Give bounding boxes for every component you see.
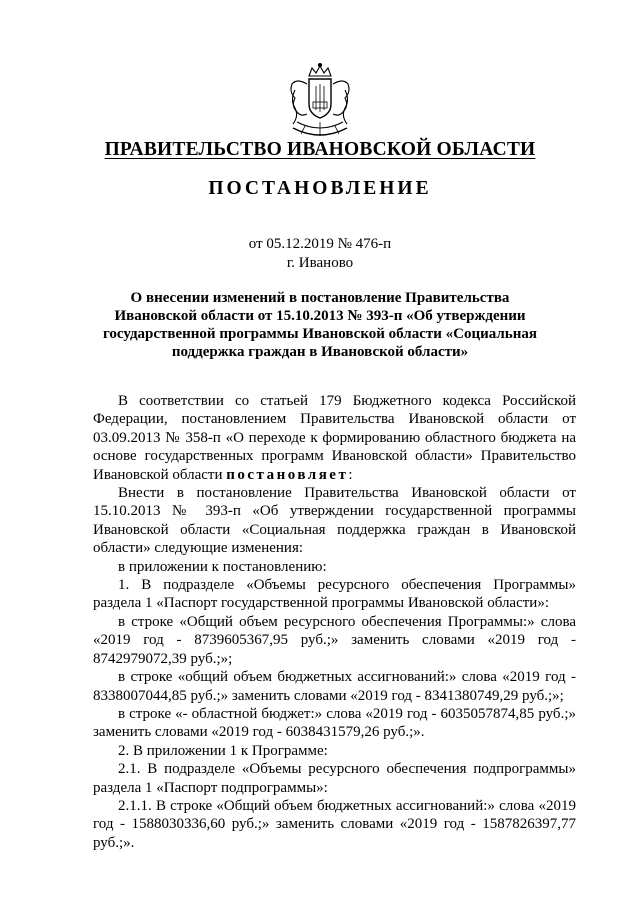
body-paragraph: Внести в постановление Правительства Ивановской области от 15.10.2013 № 393-п «Об утверждении государственной программы Ивановской области «Социальная поддержка граждан в Ивановской области» следующие изменения: <box>93 485 576 557</box>
body-paragraph: в строке «Общий объем ресурсного обеспечения Программы:» слова «2019 год - 8739605367,95 руб.;» заменить словами «2019 год - 8742979072,39 руб.;»; <box>93 613 576 667</box>
coat-of-arms-icon <box>285 62 355 140</box>
date-number: от 05.12.2019 № 476-п <box>248 236 392 252</box>
title-line: государственной программы Ивановской области «Социальная <box>102 326 537 342</box>
body-paragraph: в приложении к постановлению: <box>118 558 327 575</box>
body-paragraph <box>93 392 576 484</box>
document-body <box>93 392 576 852</box>
city: г. Иваново <box>286 255 354 271</box>
title-line: О внесении изменений в постановление Правительства <box>130 290 510 306</box>
body-paragraph: 2.1.1. В строке «Общий объем бюджетных ассигнований:» слова «2019 год - 1588030336,60 руб.;» заменить словами «2019 год - 1587826397,77 руб.;». <box>93 797 576 851</box>
title-line: поддержка граждан в Ивановской области» <box>171 344 469 360</box>
title-line: Ивановской области от 15.10.2013 № 393-п «Об утверждении <box>114 308 526 324</box>
document-type: ПОСТАНОВЛЕНИЕ <box>208 178 432 199</box>
body-paragraph: в строке «- областной бюджет:» слова «2019 год - 6035057874,85 руб.;» заменить словами «2019 год - 6038431579,26 руб.;». <box>93 705 576 741</box>
government-title: ПРАВИТЕЛЬСТВО ИВАНОВСКОЙ ОБЛАСТИ <box>104 139 536 160</box>
body-text: В соответствии со статьей 179 Бюджетного кодекса Российской Федерации, постановлением Правительства Ивановской области от 03.09.2013 № 358-п «О переходе к формированию областного бюджета на основе государственных программ Ивановской области» Правительство Ивановской области <box>93 393 576 483</box>
document-title <box>100 289 540 361</box>
body-paragraph: 2.1. В подразделе «Объемы ресурсного обеспечения подпрограммы» раздела 1 «Паспорт подпрограммы»: <box>93 761 576 796</box>
body-paragraph: 1. В подразделе «Объемы ресурсного обеспечения Программы» раздела 1 «Паспорт государственной программы Ивановской области»: <box>93 577 576 612</box>
emphasized-word: постановляет <box>226 466 349 483</box>
body-text: : <box>348 466 353 483</box>
body-paragraph: в строке «общий объем бюджетных ассигнований:» слова «2019 год - 8338007044,85 руб.;» заменить словами «2019 год - 8341380749,29 руб.;»; <box>93 669 576 704</box>
body-paragraph: 2. В приложении 1 к Программе: <box>118 742 328 759</box>
